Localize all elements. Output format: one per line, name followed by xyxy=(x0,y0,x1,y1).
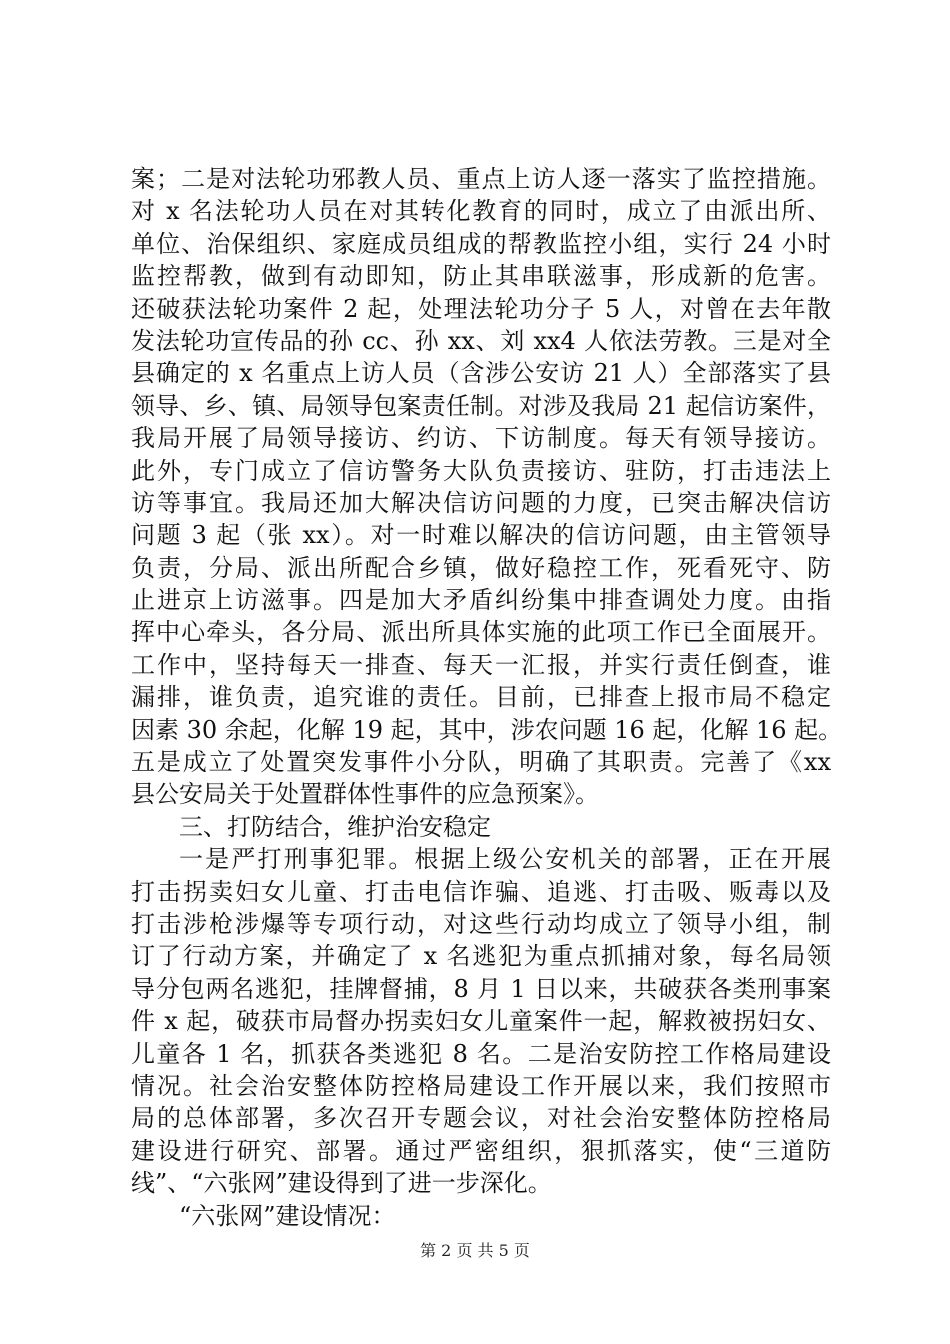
text-line: 漏排，谁负责，追究谁的责任。目前，已排查上报市局不稳定 xyxy=(131,683,831,712)
text-line: 发法轮功宣传品的孙 cc、孙 xx、刘 xx4 人依法劳教。三是对全 xyxy=(131,326,831,355)
text-line: 件 x 起，破获市局督办拐卖妇女儿童案件一起，解救被拐妇女、 xyxy=(131,1007,831,1036)
text-line: 挥中心牵头，各分局、派出所具体实施的此项工作已全面展开。 xyxy=(131,618,831,647)
text-line: 订了行动方案，并确定了 x 名逃犯为重点抓捕对象，每名局领 xyxy=(131,942,831,971)
document-body xyxy=(131,163,843,1232)
text-line: 儿童各 1 名，抓获各类逃犯 8 名。二是治安防控工作格局建设 xyxy=(131,1039,831,1068)
text-line: 还破获法轮功案件 2 起，处理法轮功分子 5 人，对曾在去年散 xyxy=(131,294,831,323)
text-line: 建设进行研究、部署。通过严密组织，狠抓落实，使“三道防 xyxy=(131,1136,831,1165)
text-line: 县公安局关于处置群体性事件的应急预案》。 xyxy=(131,780,599,809)
text-line: “六张网”建设情况： xyxy=(179,1201,396,1230)
text-line: 县确定的 x 名重点上访人员（含涉公安访 21 人）全部落实了县 xyxy=(131,359,831,388)
text-line: 导分包两名逃犯，挂牌督捕，8 月 1 日以来，共破获各类刑事案 xyxy=(131,974,831,1003)
text-line: 对 x 名法轮功人员在对其转化教育的同时，成立了由派出所、 xyxy=(131,197,831,226)
text-line: 访等事宜。我局还加大解决信访问题的力度，已突击解决信访 xyxy=(131,488,831,517)
text-line: 三、打防结合，维护治安稳定 xyxy=(179,812,491,841)
text-line: 单位、治保组织、家庭成员组成的帮教监控小组，实行 24 小时 xyxy=(131,229,831,258)
text-line: 打击拐卖妇女儿童、打击电信诈骗、追逃、打击吸、贩毒以及 xyxy=(131,877,831,906)
text-line: 情况。社会治安整体防控格局建设工作开展以来，我们按照市 xyxy=(131,1071,831,1100)
text-line: 监控帮教，做到有动即知，防止其串联滋事，形成新的危害。 xyxy=(131,262,831,291)
page-footer: 第 2 页 共 5 页 xyxy=(420,1241,530,1260)
text-line: 工作中，坚持每天一排查、每天一汇报，并实行责任倒查，谁 xyxy=(131,650,831,679)
text-line: 打击涉枪涉爆等专项行动，对这些行动均成立了领导小组，制 xyxy=(131,909,831,938)
text-line: 我局开展了局领导接访、约访、下访制度。每天有领导接访。 xyxy=(131,424,831,453)
text-line: 线”、“六张网”建设得到了进一步深化。 xyxy=(131,1169,552,1198)
text-line: 领导、乡、镇、局领导包案责任制。对涉及我局 21 起信访案件， xyxy=(131,391,831,420)
text-line: 此外，专门成立了信访警务大队负责接访、驻防，打击违法上 xyxy=(131,456,831,485)
text-line: 止进京上访滋事。四是加大矛盾纠纷集中排查调处力度。由指 xyxy=(131,586,831,615)
text-line: 五是成立了处置突发事件小分队，明确了其职责。完善了《xx xyxy=(131,748,831,777)
text-line: 因素 30 余起，化解 19 起，其中，涉农问题 16 起，化解 16 起。 xyxy=(131,715,843,744)
text-line: 局的总体部署，多次召开专题会议，对社会治安整体防控格局 xyxy=(131,1104,831,1133)
text-line: 一是严打刑事犯罪。根据上级公安机关的部署，正在开展 xyxy=(179,845,831,874)
text-line: 问题 3 起（张 xx）。对一时难以解决的信访问题，由主管领导 xyxy=(131,521,831,550)
text-line: 负责，分局、派出所配合乡镇，做好稳控工作，死看死守、防 xyxy=(131,553,831,582)
text-line: 案；二是对法轮功邪教人员、重点上访人逐一落实了监控措施。 xyxy=(131,165,831,193)
